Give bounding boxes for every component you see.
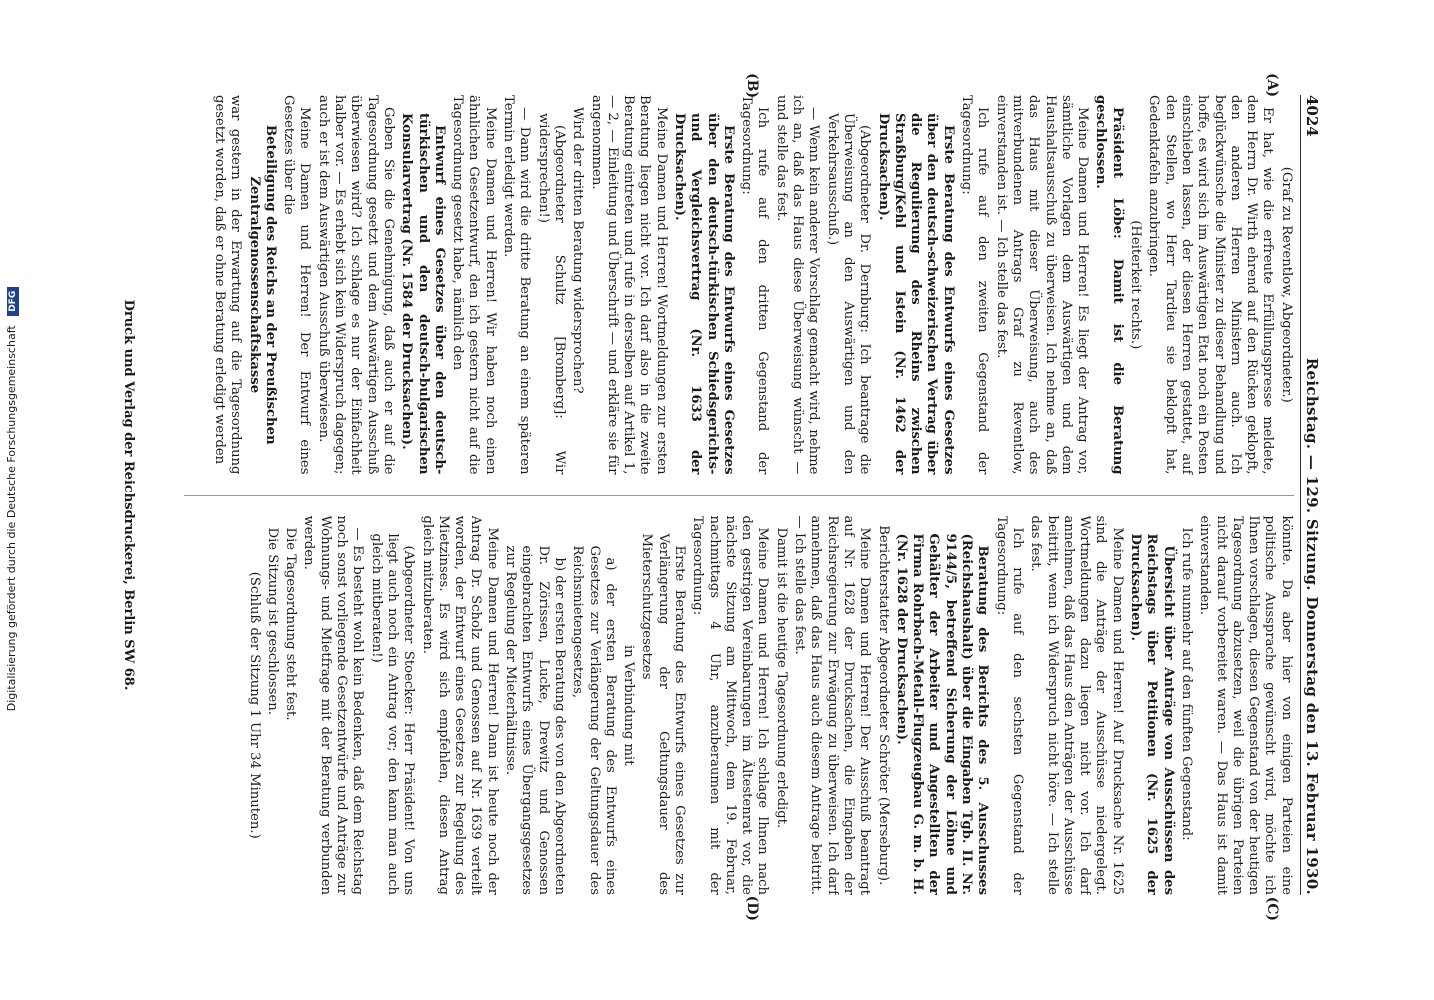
dfg-logo-icon: DFG	[7, 287, 19, 316]
margin-marker-d: (D)	[744, 895, 760, 921]
paragraph: — Dann wird die dritte Beratung an einem späteren Termin erledigt werden.	[501, 95, 533, 475]
paragraph: war gestern in der Erwartung auf die Tagesordnung gesetzt worden, daß er ohne Beratung erledigt werden	[212, 95, 244, 475]
page-footer: Druck und Verlag der Reichsdruckerei, Berlin SW 68.	[121, 299, 137, 691]
closing-note: (Schluß der Sitzung 1 Uhr 34 Minuten.)	[246, 571, 262, 839]
agenda-item: Erste Beratung des Entwurfs eines Gesetzes über den deutsch-türkischen Schiedsgerichts- und Vergleichsvertrag (Nr. 1633 der Drucksachen).	[672, 113, 736, 475]
page-header	[1300, 95, 1320, 895]
speaker-continuation: (Graf zu Reventlow, Abgeordneter.)	[1278, 166, 1294, 403]
paragraph: Meine Damen und Herren! Es liegt der Antrag vor, sämtliche Vorlagen dem Auswärtigen und dem Haushaltsausschuß zu überweisen. Ich nehme an, daß das Haus mit dieser Überweisung, auch des mitverbundenen Antrags Graf zu Reventlow, einverstanden ist. — Ich stelle das fest.	[993, 95, 1091, 475]
text-columns	[184, 95, 1294, 895]
margin-marker-c: (C)	[1264, 896, 1280, 921]
interjection: (Heiterkeit rechts.)	[1128, 220, 1144, 350]
agenda-item: Erste Beratung des Entwurfs eines Gesetzes über den deutsch-schweizerischen Vertrag über die Regulierung des Rheins zwischen Straßburg/Kehl und Istein (Nr. 1462 der Drucksachen).	[875, 113, 956, 475]
agenda-item: Entwurf eines Gesetzes über den deutsch-türkischen und den deutsch-bulgarischen Konsularvertrag (Nr. 1584 der Drucksachen).	[399, 113, 447, 475]
paragraph: Ich rufe auf den dritten Gegenstand der Tagesordnung:	[739, 95, 771, 475]
paragraph: Meine Damen und Herren! Wir haben noch einen ähnlichen Gesetzentwurf, den ich gestern nicht auf die Tagesordnung gesetzt habe, nämlich den	[450, 95, 498, 475]
agenda-item: Übersicht über Anträge von Ausschüssen des Reichstags über Petitionen (Nr. 1625 der Drucksachen).	[1128, 533, 1176, 895]
agenda-item: Beteiligung des Reichs an der Preußischen Zentralgenossenschaftskasse	[246, 124, 278, 445]
paragraph: Die Sitzung ist geschlossen.	[264, 527, 280, 715]
paragraph: in Verbindung mit	[621, 644, 637, 766]
paragraph: Ich rufe nunmehr auf den fünften Gegenstand:	[1178, 527, 1194, 841]
page-title: Reichstag. — 129. Sitzung. Donnerstag den 13. Februar 1930.	[1303, 357, 1321, 895]
paragraph: — Wenn kein anderer Vorschlag gemacht wird, nehme ich an, daß das Haus diese Überweisung wünscht — und stelle das fest.	[773, 95, 822, 475]
digitization-credit-text: Digitalisierung gefördert durch die Deutsche Forschungsgemeinschaft	[5, 325, 18, 712]
scanned-page	[120, 73, 1321, 921]
list-item: b) der ersten Beratung des von den Abgeordneten Dr. Zörissen, Lucke, Drewitz und Genossen eingebrachten Entwurfs eines Übergangsgesetzes zur Regelung der Mieterhältnisse.	[503, 545, 567, 895]
paragraph: Präsident Löbe: Damit ist die Beratung geschlossen.	[1093, 95, 1125, 475]
paragraph: Meine Damen und Herren! Auf Drucksache Nr. 1625 sind die Anträge der Ausschüsse niedergelegt. Wortmeldungen dazu liegen nicht vor. Ich darf annehmen, daß das Haus den Anträgen der Ausschüsse beitritt, wenn ich Widerspruch nicht höre. — Ich stelle das fest.	[1028, 515, 1125, 895]
paragraph: Meine Damen und Herren! Ich schlage Ihnen nach den gestrigen Vereinbarungen im Ältestenrat vor, die nächste Sitzung am Mittwoch, dem 19. Februar, nachmittags 4 Uhr, anzuberaumen mit der Tagesordnung:	[690, 515, 771, 895]
paragraph: Er hat, wie die erfreute Erfüllungspresse meldete, dem Herrn Dr. Wirth ehrend auf den Rücken geklopft, den anderen Herren Ministern auch. Ich beglückwünsche die Minister zu dieser Behandlung und hoffe, es wird sich im Auswärtigen Etat noch ein Posten einschieben lassen, der diesen Herren gestattet, auf den Stellen, wo Herr Tardieu sie beklopft hat, Gedenktafeln anzubringen.	[1146, 95, 1276, 475]
interjection: (Abgeordneter Schultz [Bromberg]: Wir widersprechen!)	[535, 113, 567, 475]
margin-marker-a: (A)	[1264, 73, 1280, 98]
agenda-item: Beratung des Berichts des 5. Ausschusses (Reichshaushalt) über die Eingaben Tgb. II. Nr. 9144/5, betreffend Sicherung der Löhne und Gehälter der Arbeiter und Angestellten der Firma Rohrbach-Metall-Flugzeugbau G. m. b. H. (Nr. 1628 der Drucksachen).	[893, 533, 991, 895]
page-number: 4024	[1303, 95, 1321, 137]
paragraph: Damit ist die heutige Tagesordnung erledigt.	[773, 527, 789, 829]
paragraph: Meine Damen und Herren! Wortmeldungen zur ersten Beratung liegen nicht vor. Ich darf also in die zweite Beratung eintreten und rufe in derselben auf Artikel 1, — 2, — Einleitung und Überschrift — und erkläre sie für angenommen.	[588, 95, 669, 475]
paragraph: Die Tagesordnung steht fest.	[283, 527, 299, 721]
paragraph: Meine Damen und Herren! Der Ausschuß beantragt auf Nr. 1628 der Drucksachen, die Eingaben der Reichsregierung zur Erwägung zu überweisen. Ich darf annehmen, daß das Haus auch diesem Antrage beitritt. — Ich stelle das fest.	[792, 515, 873, 895]
paragraph: Meine Damen und Herren! Der Entwurf eines Gesetzes über die	[281, 95, 313, 475]
page-content	[120, 73, 1321, 921]
paragraph: Ich rufe auf den zweiten Gegenstand der Tagesordnung:	[959, 95, 991, 475]
interjection: (Abgeordneter Dr. Dernburg: Ich beantrage die Überweisung an den Auswärtigen und den Verkehrsausschuß.)	[824, 113, 873, 475]
rapporteur: Berichterstatter Abgeordneter Schröter (Merseburg).	[875, 525, 891, 886]
paragraph: Wird der dritten Beratung widersprochen?	[570, 107, 586, 394]
paragraph: — Es besteht wohl kein Bedenken, daß dem Reichstag noch sonst vorliegende Gesetzentwürfe und Anträge zur Wohnungs- und Mietfrage mit der Beratung verbunden werden.	[301, 515, 366, 895]
paragraph: Meine Damen und Herren! Dann ist heute noch der Antrag Dr. Scholz und Genossen auf Nr. 1639 verteilt worden, der Entwurf eines Gesetzes zur Regelung des Mietzinses. Es wird sich empfehlen, diesen Antrag gleich mitzuberaten.	[419, 515, 500, 895]
paragraph: Ich rufe auf den sechsten Gegenstand der Tagesordnung:	[993, 515, 1025, 895]
list-item: a) der ersten Beratung des Entwurfs eines Gesetzes zur Verlängerung der Geltungsdauer des Reichsmietengesetzes,	[570, 545, 618, 895]
right-column	[184, 516, 1294, 896]
agenda-item: Erste Beratung des Entwurfs eines Gesetzes zur Verlängerung der Geltungsdauer des Mieterschutzgesetzes	[639, 533, 688, 895]
interjection: (Abgeordneter Stoecker: Herr Präsident! Von uns liegt auch noch ein Antrag vor; den kann man auch gleich mitberaten!)	[368, 533, 417, 895]
column-divider	[184, 495, 1294, 496]
paragraph: könnte. Da aber hier von einigen Parteien eine politische Aussprache gewünscht wird, möchte ich Ihnen vorschlagen, diesen Gegenstand von der heutigen Tagesordnung abzusetzen, weil die übrigen Parteien nicht darauf vorbereitet waren. — Das Haus ist damit einverstanden.	[1197, 515, 1294, 895]
left-column	[184, 95, 1294, 475]
digitization-credit-label	[0, 0, 24, 1000]
margin-marker-b: (B)	[744, 73, 760, 99]
paragraph: Geben Sie die Genehmigung, daß auch er auf die Tagesordnung gesetzt und dem Auswärtigen Ausschuß überwiesen wird? Ich schlage es nur der Einfachheit halber vor. — Es erhebt sich kein Widerspruch dagegen; auch er ist dem Auswärtigen Ausschuß überwiesen.	[315, 95, 396, 475]
